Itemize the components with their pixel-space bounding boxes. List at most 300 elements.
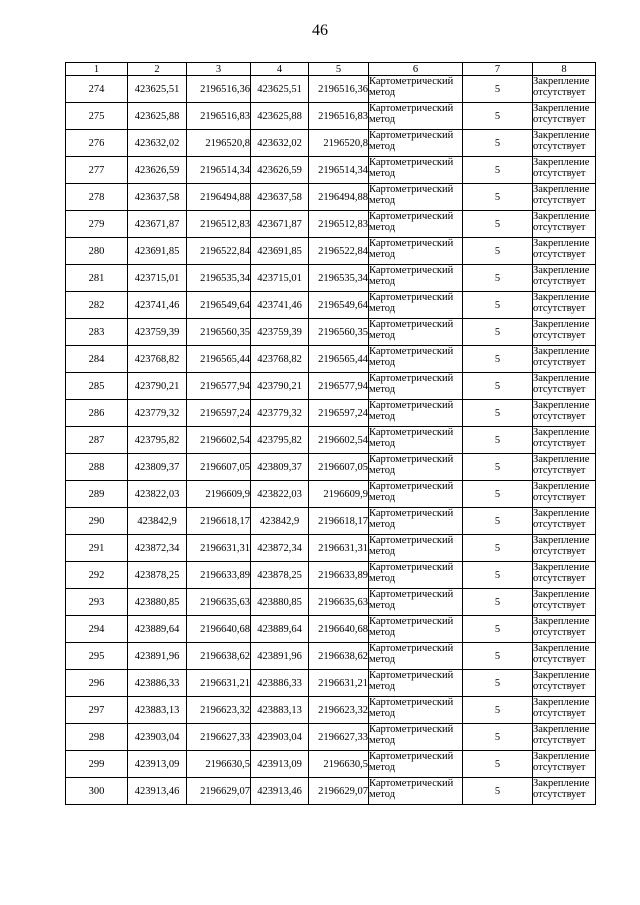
point-number-cell: 286: [66, 400, 128, 427]
fixation-text: отсутствует: [533, 708, 586, 719]
x-coordinate-cell: 423891,96: [251, 643, 309, 670]
method-cell: [369, 454, 463, 481]
method-cell: [369, 616, 463, 643]
method-cell: [369, 724, 463, 751]
accuracy-cell: 5: [463, 508, 533, 535]
method-cell: [369, 373, 463, 400]
point-number-cell: 291: [66, 535, 128, 562]
y-coordinate-cell: 2196516,83: [309, 103, 369, 130]
point-number-cell: 276: [66, 130, 128, 157]
method-text: метод: [369, 168, 396, 179]
fixation-text: отсутствует: [533, 735, 586, 746]
coordinates-table: [65, 62, 596, 805]
fixation-cell: [533, 616, 596, 643]
x-coordinate-cell: 423913,46: [128, 778, 187, 805]
y-coordinate-cell: 2196623,32: [187, 697, 251, 724]
x-coordinate-cell: 423903,04: [128, 724, 187, 751]
x-coordinate-cell: 423903,04: [251, 724, 309, 751]
method-text: метод: [369, 735, 396, 746]
y-coordinate-cell: 2196633,89: [187, 562, 251, 589]
y-coordinate-cell: 2196630,5: [187, 751, 251, 778]
y-coordinate-cell: 2196627,33: [187, 724, 251, 751]
header-cell-7: 7: [463, 63, 533, 76]
table-row: [66, 454, 596, 481]
header-cell-5: 5: [309, 63, 369, 76]
method-text: Картометрический: [369, 103, 454, 114]
method-text: метод: [369, 573, 396, 584]
method-cell: [369, 643, 463, 670]
method-text: метод: [369, 681, 396, 692]
fixation-cell: [533, 562, 596, 589]
fixation-cell: [533, 211, 596, 238]
method-cell: [369, 130, 463, 157]
x-coordinate-cell: 423759,39: [128, 319, 187, 346]
table-row: [66, 670, 596, 697]
x-coordinate-cell: 423790,21: [251, 373, 309, 400]
y-coordinate-cell: 2196516,36: [309, 76, 369, 103]
table-row: [66, 346, 596, 373]
method-text: метод: [369, 303, 396, 314]
fixation-text: отсутствует: [533, 627, 586, 638]
method-text: Картометрический: [369, 724, 454, 735]
fixation-text: Закрепление: [533, 643, 590, 654]
table-row: [66, 211, 596, 238]
fixation-cell: [533, 427, 596, 454]
method-cell: [369, 508, 463, 535]
y-coordinate-cell: 2196565,44: [309, 346, 369, 373]
x-coordinate-cell: 423878,25: [251, 562, 309, 589]
x-coordinate-cell: 423889,64: [251, 616, 309, 643]
method-cell: [369, 76, 463, 103]
accuracy-cell: 5: [463, 616, 533, 643]
method-cell: [369, 103, 463, 130]
fixation-text: Закрепление: [533, 238, 590, 249]
table-row: [66, 697, 596, 724]
point-number-cell: 289: [66, 481, 128, 508]
method-text: Картометрический: [369, 616, 454, 627]
fixation-text: Закрепление: [533, 319, 590, 330]
point-number-cell: 299: [66, 751, 128, 778]
table-row: [66, 184, 596, 211]
fixation-text: Закрепление: [533, 751, 590, 762]
method-text: Картометрический: [369, 508, 454, 519]
point-number-cell: 288: [66, 454, 128, 481]
point-number-cell: 290: [66, 508, 128, 535]
fixation-text: Закрепление: [533, 697, 590, 708]
x-coordinate-cell: 423795,82: [251, 427, 309, 454]
fixation-cell: [533, 157, 596, 184]
method-text: метод: [369, 465, 396, 476]
method-cell: [369, 535, 463, 562]
y-coordinate-cell: 2196597,24: [309, 400, 369, 427]
fixation-cell: [533, 697, 596, 724]
fixation-cell: [533, 265, 596, 292]
method-cell: [369, 481, 463, 508]
table-row: [66, 562, 596, 589]
y-coordinate-cell: 2196577,94: [187, 373, 251, 400]
method-text: Картометрический: [369, 697, 454, 708]
table-row: [66, 427, 596, 454]
y-coordinate-cell: 2196494,88: [309, 184, 369, 211]
accuracy-cell: 5: [463, 481, 533, 508]
x-coordinate-cell: 423913,09: [251, 751, 309, 778]
point-number-cell: 293: [66, 589, 128, 616]
y-coordinate-cell: 2196627,33: [309, 724, 369, 751]
y-coordinate-cell: 2196535,34: [309, 265, 369, 292]
accuracy-cell: 5: [463, 103, 533, 130]
fixation-text: Закрепление: [533, 373, 590, 384]
header-row: [66, 63, 596, 76]
method-text: Картометрический: [369, 589, 454, 600]
y-coordinate-cell: 2196602,54: [187, 427, 251, 454]
y-coordinate-cell: 2196618,17: [309, 508, 369, 535]
x-coordinate-cell: 423671,87: [251, 211, 309, 238]
table-row: [66, 157, 596, 184]
fixation-cell: [533, 76, 596, 103]
y-coordinate-cell: 2196522,84: [187, 238, 251, 265]
table-row: [66, 292, 596, 319]
x-coordinate-cell: 423872,34: [128, 535, 187, 562]
fixation-text: отсутствует: [533, 411, 586, 422]
table-row: [66, 130, 596, 157]
method-text: метод: [369, 411, 396, 422]
fixation-text: отсутствует: [533, 303, 586, 314]
accuracy-cell: 5: [463, 238, 533, 265]
table-row: [66, 481, 596, 508]
point-number-cell: 295: [66, 643, 128, 670]
method-text: метод: [369, 519, 396, 530]
fixation-cell: [533, 130, 596, 157]
method-text: Картометрический: [369, 346, 454, 357]
fixation-text: отсутствует: [533, 330, 586, 341]
y-coordinate-cell: 2196512,83: [309, 211, 369, 238]
x-coordinate-cell: 423842,9: [128, 508, 187, 535]
method-text: метод: [369, 276, 396, 287]
fixation-text: отсутствует: [533, 195, 586, 206]
table-row: [66, 778, 596, 805]
y-coordinate-cell: 2196638,62: [187, 643, 251, 670]
point-number-cell: 285: [66, 373, 128, 400]
method-text: метод: [369, 87, 396, 98]
point-number-cell: 283: [66, 319, 128, 346]
x-coordinate-cell: 423626,59: [128, 157, 187, 184]
method-cell: [369, 697, 463, 724]
method-text: метод: [369, 492, 396, 503]
y-coordinate-cell: 2196514,34: [309, 157, 369, 184]
method-cell: [369, 427, 463, 454]
accuracy-cell: 5: [463, 292, 533, 319]
fixation-text: Закрепление: [533, 157, 590, 168]
point-number-cell: 278: [66, 184, 128, 211]
fixation-text: Закрепление: [533, 103, 590, 114]
fixation-cell: [533, 400, 596, 427]
y-coordinate-cell: 2196535,34: [187, 265, 251, 292]
point-number-cell: 284: [66, 346, 128, 373]
x-coordinate-cell: 423625,88: [251, 103, 309, 130]
y-coordinate-cell: 2196602,54: [309, 427, 369, 454]
y-coordinate-cell: 2196560,35: [187, 319, 251, 346]
method-text: метод: [369, 654, 396, 665]
method-text: Картометрический: [369, 265, 454, 276]
fixation-cell: [533, 751, 596, 778]
header-cell-2: 2: [128, 63, 187, 76]
y-coordinate-cell: 2196516,36: [187, 76, 251, 103]
table-row: [66, 616, 596, 643]
method-text: метод: [369, 249, 396, 260]
accuracy-cell: 5: [463, 535, 533, 562]
method-cell: [369, 751, 463, 778]
accuracy-cell: 5: [463, 427, 533, 454]
y-coordinate-cell: 2196494,88: [187, 184, 251, 211]
y-coordinate-cell: 2196635,63: [187, 589, 251, 616]
fixation-text: Закрепление: [533, 130, 590, 141]
fixation-text: Закрепление: [533, 346, 590, 357]
x-coordinate-cell: 423625,51: [251, 76, 309, 103]
table-row: [66, 76, 596, 103]
accuracy-cell: 5: [463, 157, 533, 184]
method-text: метод: [369, 762, 396, 773]
accuracy-cell: 5: [463, 184, 533, 211]
accuracy-cell: 5: [463, 265, 533, 292]
fixation-cell: [533, 373, 596, 400]
header-cell-6: 6: [369, 63, 463, 76]
fixation-text: отсутствует: [533, 465, 586, 476]
fixation-text: Закрепление: [533, 562, 590, 573]
table-row: [66, 265, 596, 292]
x-coordinate-cell: 423632,02: [128, 130, 187, 157]
point-number-cell: 292: [66, 562, 128, 589]
x-coordinate-cell: 423883,13: [128, 697, 187, 724]
method-text: Картометрический: [369, 238, 454, 249]
table-row: [66, 238, 596, 265]
fixation-cell: [533, 319, 596, 346]
accuracy-cell: 5: [463, 76, 533, 103]
fixation-cell: [533, 643, 596, 670]
fixation-text: Закрепление: [533, 454, 590, 465]
x-coordinate-cell: 423691,85: [251, 238, 309, 265]
x-coordinate-cell: 423779,32: [128, 400, 187, 427]
fixation-cell: [533, 184, 596, 211]
y-coordinate-cell: 2196560,35: [309, 319, 369, 346]
method-text: метод: [369, 708, 396, 719]
fixation-text: отсутствует: [533, 222, 586, 233]
x-coordinate-cell: 423790,21: [128, 373, 187, 400]
fixation-cell: [533, 589, 596, 616]
method-text: метод: [369, 789, 396, 800]
table-row: [66, 751, 596, 778]
point-number-cell: 296: [66, 670, 128, 697]
method-text: метод: [369, 141, 396, 152]
x-coordinate-cell: 423913,46: [251, 778, 309, 805]
method-text: Картометрический: [369, 670, 454, 681]
fixation-text: отсутствует: [533, 87, 586, 98]
method-text: Картометрический: [369, 562, 454, 573]
y-coordinate-cell: 2196638,62: [309, 643, 369, 670]
x-coordinate-cell: 423809,37: [128, 454, 187, 481]
method-cell: [369, 319, 463, 346]
method-text: метод: [369, 438, 396, 449]
table-row: [66, 103, 596, 130]
method-text: Картометрический: [369, 184, 454, 195]
fixation-text: Закрепление: [533, 724, 590, 735]
x-coordinate-cell: 423715,01: [128, 265, 187, 292]
y-coordinate-cell: 2196522,84: [309, 238, 369, 265]
method-cell: [369, 265, 463, 292]
table-body: [66, 76, 596, 805]
fixation-text: Закрепление: [533, 589, 590, 600]
y-coordinate-cell: 2196640,68: [309, 616, 369, 643]
table-row: [66, 373, 596, 400]
fixation-text: отсутствует: [533, 384, 586, 395]
x-coordinate-cell: 423889,64: [128, 616, 187, 643]
y-coordinate-cell: 2196630,5: [309, 751, 369, 778]
x-coordinate-cell: 423626,59: [251, 157, 309, 184]
y-coordinate-cell: 2196514,34: [187, 157, 251, 184]
method-text: метод: [369, 114, 396, 125]
y-coordinate-cell: 2196609,9: [187, 481, 251, 508]
y-coordinate-cell: 2196623,32: [309, 697, 369, 724]
fixation-text: отсутствует: [533, 789, 586, 800]
accuracy-cell: 5: [463, 778, 533, 805]
y-coordinate-cell: 2196549,64: [187, 292, 251, 319]
x-coordinate-cell: 423715,01: [251, 265, 309, 292]
y-coordinate-cell: 2196640,68: [187, 616, 251, 643]
fixation-text: отсутствует: [533, 681, 586, 692]
method-text: Картометрический: [369, 427, 454, 438]
fixation-text: отсутствует: [533, 600, 586, 611]
fixation-text: отсутствует: [533, 654, 586, 665]
method-text: метод: [369, 546, 396, 557]
x-coordinate-cell: 423913,09: [128, 751, 187, 778]
y-coordinate-cell: 2196631,31: [187, 535, 251, 562]
fixation-cell: [533, 724, 596, 751]
fixation-text: Закрепление: [533, 292, 590, 303]
table-row: [66, 508, 596, 535]
method-cell: [369, 292, 463, 319]
accuracy-cell: 5: [463, 562, 533, 589]
fixation-text: Закрепление: [533, 265, 590, 276]
y-coordinate-cell: 2196577,94: [309, 373, 369, 400]
x-coordinate-cell: 423795,82: [128, 427, 187, 454]
accuracy-cell: 5: [463, 670, 533, 697]
accuracy-cell: 5: [463, 346, 533, 373]
table-row: [66, 535, 596, 562]
method-cell: [369, 589, 463, 616]
method-cell: [369, 157, 463, 184]
accuracy-cell: 5: [463, 643, 533, 670]
fixation-text: Закрепление: [533, 427, 590, 438]
x-coordinate-cell: 423822,03: [251, 481, 309, 508]
method-text: метод: [369, 222, 396, 233]
method-cell: [369, 238, 463, 265]
page-number: 46: [312, 22, 328, 39]
fixation-cell: [533, 103, 596, 130]
method-cell: [369, 400, 463, 427]
fixation-cell: [533, 508, 596, 535]
fixation-cell: [533, 670, 596, 697]
x-coordinate-cell: 423768,82: [251, 346, 309, 373]
method-text: Картометрический: [369, 535, 454, 546]
point-number-cell: 274: [66, 76, 128, 103]
accuracy-cell: 5: [463, 697, 533, 724]
header-cell-8: 8: [533, 63, 596, 76]
x-coordinate-cell: 423632,02: [251, 130, 309, 157]
fixation-text: отсутствует: [533, 438, 586, 449]
fixation-cell: [533, 346, 596, 373]
y-coordinate-cell: 2196618,17: [187, 508, 251, 535]
fixation-text: отсутствует: [533, 546, 586, 557]
x-coordinate-cell: 423637,58: [128, 184, 187, 211]
method-cell: [369, 778, 463, 805]
table-row: [66, 724, 596, 751]
method-cell: [369, 346, 463, 373]
fixation-text: отсутствует: [533, 357, 586, 368]
accuracy-cell: 5: [463, 400, 533, 427]
accuracy-cell: 5: [463, 211, 533, 238]
method-text: Картометрический: [369, 454, 454, 465]
accuracy-cell: 5: [463, 589, 533, 616]
y-coordinate-cell: 2196609,9: [309, 481, 369, 508]
x-coordinate-cell: 423637,58: [251, 184, 309, 211]
point-number-cell: 297: [66, 697, 128, 724]
method-text: Картометрический: [369, 157, 454, 168]
method-text: Картометрический: [369, 211, 454, 222]
x-coordinate-cell: 423759,39: [251, 319, 309, 346]
fixation-text: отсутствует: [533, 168, 586, 179]
table-header: [66, 63, 596, 76]
y-coordinate-cell: 2196629,07: [187, 778, 251, 805]
method-text: Картометрический: [369, 130, 454, 141]
y-coordinate-cell: 2196565,44: [187, 346, 251, 373]
method-text: Картометрический: [369, 76, 454, 87]
method-text: метод: [369, 384, 396, 395]
fixation-text: Закрепление: [533, 481, 590, 492]
method-text: метод: [369, 357, 396, 368]
x-coordinate-cell: 423891,96: [128, 643, 187, 670]
y-coordinate-cell: 2196607,05: [187, 454, 251, 481]
fixation-text: Закрепление: [533, 616, 590, 627]
table-row: [66, 319, 596, 346]
fixation-text: отсутствует: [533, 141, 586, 152]
x-coordinate-cell: 423779,32: [251, 400, 309, 427]
y-coordinate-cell: 2196635,63: [309, 589, 369, 616]
x-coordinate-cell: 423872,34: [251, 535, 309, 562]
y-coordinate-cell: 2196520,8: [309, 130, 369, 157]
y-coordinate-cell: 2196631,21: [187, 670, 251, 697]
x-coordinate-cell: 423842,9: [251, 508, 309, 535]
fixation-text: Закрепление: [533, 670, 590, 681]
fixation-text: Закрепление: [533, 184, 590, 195]
fixation-text: отсутствует: [533, 573, 586, 584]
x-coordinate-cell: 423822,03: [128, 481, 187, 508]
fixation-text: Закрепление: [533, 535, 590, 546]
table-row: [66, 589, 596, 616]
accuracy-cell: 5: [463, 724, 533, 751]
point-number-cell: 298: [66, 724, 128, 751]
y-coordinate-cell: 2196607,05: [309, 454, 369, 481]
x-coordinate-cell: 423691,85: [128, 238, 187, 265]
x-coordinate-cell: 423625,51: [128, 76, 187, 103]
y-coordinate-cell: 2196633,89: [309, 562, 369, 589]
header-cell-3: 3: [187, 63, 251, 76]
method-text: Картометрический: [369, 481, 454, 492]
fixation-cell: [533, 454, 596, 481]
fixation-text: отсутствует: [533, 519, 586, 530]
fixation-cell: [533, 778, 596, 805]
y-coordinate-cell: 2196629,07: [309, 778, 369, 805]
method-cell: [369, 184, 463, 211]
fixation-cell: [533, 238, 596, 265]
